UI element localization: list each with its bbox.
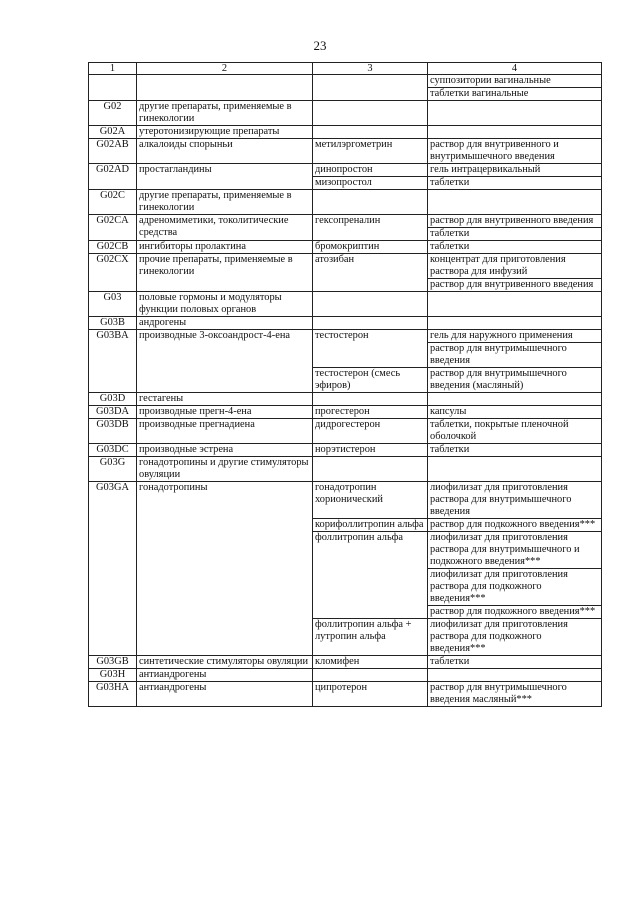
atc-code-cell: G02CB: [89, 241, 137, 254]
substance-cell: динопростон: [313, 164, 428, 177]
group-name-cell: [137, 75, 313, 101]
dosage-form-cell: [428, 292, 602, 317]
dosage-form-cell: концентрат для приготовления раствора для инфузий: [428, 254, 602, 279]
group-name-cell: гонадотропины и другие стимуляторы овуляции: [137, 457, 313, 482]
dosage-form-cell: таблетки вагинальные: [428, 88, 602, 101]
group-name-cell: прочие препараты, применяемые в гинекологии: [137, 254, 313, 292]
group-name-cell: антиандрогены: [137, 682, 313, 707]
atc-code-cell: G02: [89, 101, 137, 126]
dosage-form-cell: суппозитории вагинальные: [428, 75, 602, 88]
substance-cell: норэтистерон: [313, 444, 428, 457]
atc-code-cell: G03G: [89, 457, 137, 482]
atc-code-cell: G02CX: [89, 254, 137, 292]
table-row: [89, 330, 602, 343]
substance-cell: ципротерон: [313, 682, 428, 707]
substance-cell: корифоллитропин альфа: [313, 519, 428, 532]
atc-code-cell: G03DA: [89, 406, 137, 419]
dosage-form-cell: [428, 393, 602, 406]
atc-code-cell: G03BA: [89, 330, 137, 393]
table-row: [89, 101, 602, 126]
dosage-form-cell: [428, 317, 602, 330]
table-body: [89, 75, 602, 707]
substance-cell: гексопреналин: [313, 215, 428, 241]
table-row: [89, 317, 602, 330]
atc-code-cell: G03: [89, 292, 137, 317]
atc-code-cell: G03H: [89, 669, 137, 682]
group-name-cell: другие препараты, применяемые в гинекологии: [137, 190, 313, 215]
table-row: [89, 419, 602, 444]
substance-cell: мизопростол: [313, 177, 428, 190]
dosage-form-cell: лиофилизат для приготовления раствора для внутримышечного и подкожного введения***: [428, 532, 602, 569]
atc-code-cell: G02CA: [89, 215, 137, 241]
group-name-cell: производные 3-оксоандрост-4-ена: [137, 330, 313, 393]
dosage-form-cell: таблетки: [428, 241, 602, 254]
substance-cell: кломифен: [313, 656, 428, 669]
atc-code-cell: G03D: [89, 393, 137, 406]
substance-cell: фоллитропин альфа + лутропин альфа: [313, 619, 428, 656]
atc-code-cell: G03DC: [89, 444, 137, 457]
group-name-cell: производные прегн-4-ена: [137, 406, 313, 419]
group-name-cell: другие препараты, применяемые в гинекологии: [137, 101, 313, 126]
dosage-form-cell: раствор для внутримышечного введения (масляный): [428, 368, 602, 393]
substance-cell: [313, 126, 428, 139]
dosage-form-cell: [428, 126, 602, 139]
group-name-cell: простагландины: [137, 164, 313, 190]
table-row: [89, 126, 602, 139]
group-name-cell: производные прегнадиена: [137, 419, 313, 444]
substance-cell: [313, 101, 428, 126]
dosage-form-cell: таблетки: [428, 656, 602, 669]
atc-code-cell: G03HA: [89, 682, 137, 707]
table-row: [89, 254, 602, 279]
substance-cell: [313, 457, 428, 482]
group-name-cell: производные эстрена: [137, 444, 313, 457]
dosage-form-cell: [428, 457, 602, 482]
group-name-cell: ингибиторы пролактина: [137, 241, 313, 254]
dosage-form-cell: [428, 101, 602, 126]
atc-code-cell: G02AB: [89, 139, 137, 164]
table-row: [89, 393, 602, 406]
dosage-form-cell: лиофилизат для приготовления раствора для подкожного введения***: [428, 569, 602, 606]
drug-table: [88, 62, 602, 707]
substance-cell: дидрогестерон: [313, 419, 428, 444]
dosage-form-cell: лиофилизат для приготовления раствора для подкожного введения***: [428, 619, 602, 656]
table-row: [89, 457, 602, 482]
dosage-form-cell: [428, 669, 602, 682]
substance-cell: бромокриптин: [313, 241, 428, 254]
page-number: 23: [313, 38, 327, 53]
table-row: [89, 669, 602, 682]
atc-code-cell: G03GB: [89, 656, 137, 669]
group-name-cell: половые гормоны и модуляторы функции половых органов: [137, 292, 313, 317]
table-row: [89, 406, 602, 419]
dosage-form-cell: раствор для внутримышечного введения: [428, 343, 602, 368]
table-row: [89, 164, 602, 177]
table-row: [89, 482, 602, 519]
substance-cell: метилэргометрин: [313, 139, 428, 164]
substance-cell: [313, 292, 428, 317]
atc-code-cell: G02C: [89, 190, 137, 215]
dosage-form-cell: [428, 190, 602, 215]
group-name-cell: утеротонизирующие препараты: [137, 126, 313, 139]
atc-code-cell: G03GA: [89, 482, 137, 656]
table-row: [89, 190, 602, 215]
substance-cell: тестостерон: [313, 330, 428, 368]
substance-cell: тестостерон (смесь эфиров): [313, 368, 428, 393]
dosage-form-cell: таблетки: [428, 444, 602, 457]
dosage-form-cell: лиофилизат для приготовления раствора для внутримышечного введения: [428, 482, 602, 519]
table-row: [89, 292, 602, 317]
substance-cell: [313, 75, 428, 101]
table-row: [89, 215, 602, 228]
dosage-form-cell: раствор для внутривенного введения: [428, 279, 602, 292]
group-name-cell: гонадотропины: [137, 482, 313, 656]
dosage-form-cell: таблетки: [428, 228, 602, 241]
column-header: 3: [313, 63, 428, 75]
dosage-form-cell: раствор для внутримышечного введения масляный***: [428, 682, 602, 707]
dosage-form-cell: гель для наружного применения: [428, 330, 602, 343]
atc-code-cell: G02AD: [89, 164, 137, 190]
table-row: [89, 75, 602, 88]
dosage-form-cell: раствор для подкожного введения***: [428, 519, 602, 532]
group-name-cell: гестагены: [137, 393, 313, 406]
substance-cell: атозибан: [313, 254, 428, 292]
header-row: [89, 63, 602, 75]
table-row: [89, 656, 602, 669]
column-header: 4: [428, 63, 602, 75]
table-row: [89, 682, 602, 707]
group-name-cell: синтетические стимуляторы овуляции: [137, 656, 313, 669]
dosage-form-cell: раствор для подкожного введения***: [428, 606, 602, 619]
dosage-form-cell: таблетки: [428, 177, 602, 190]
table-row: [89, 139, 602, 164]
substance-cell: [313, 190, 428, 215]
atc-code-cell: G03B: [89, 317, 137, 330]
table-row: [89, 241, 602, 254]
dosage-form-cell: таблетки, покрытые пленочной оболочкой: [428, 419, 602, 444]
atc-code-cell: G02A: [89, 126, 137, 139]
atc-code-cell: [89, 75, 137, 101]
substance-cell: [313, 669, 428, 682]
dosage-form-cell: раствор для внутривенного и внутримышечного введения: [428, 139, 602, 164]
group-name-cell: антиандрогены: [137, 669, 313, 682]
substance-cell: [313, 393, 428, 406]
group-name-cell: алкалоиды спорыньи: [137, 139, 313, 164]
substance-cell: [313, 317, 428, 330]
substance-cell: фоллитропин альфа: [313, 532, 428, 619]
dosage-form-cell: гель интрацервикальный: [428, 164, 602, 177]
table-row: [89, 444, 602, 457]
substance-cell: гонадотропин хорионический: [313, 482, 428, 519]
group-name-cell: адреномиметики, токолитические средства: [137, 215, 313, 241]
column-header: 2: [137, 63, 313, 75]
dosage-form-cell: капсулы: [428, 406, 602, 419]
group-name-cell: андрогены: [137, 317, 313, 330]
substance-cell: прогестерон: [313, 406, 428, 419]
dosage-form-cell: раствор для внутривенного введения: [428, 215, 602, 228]
atc-code-cell: G03DB: [89, 419, 137, 444]
column-header: 1: [89, 63, 137, 75]
